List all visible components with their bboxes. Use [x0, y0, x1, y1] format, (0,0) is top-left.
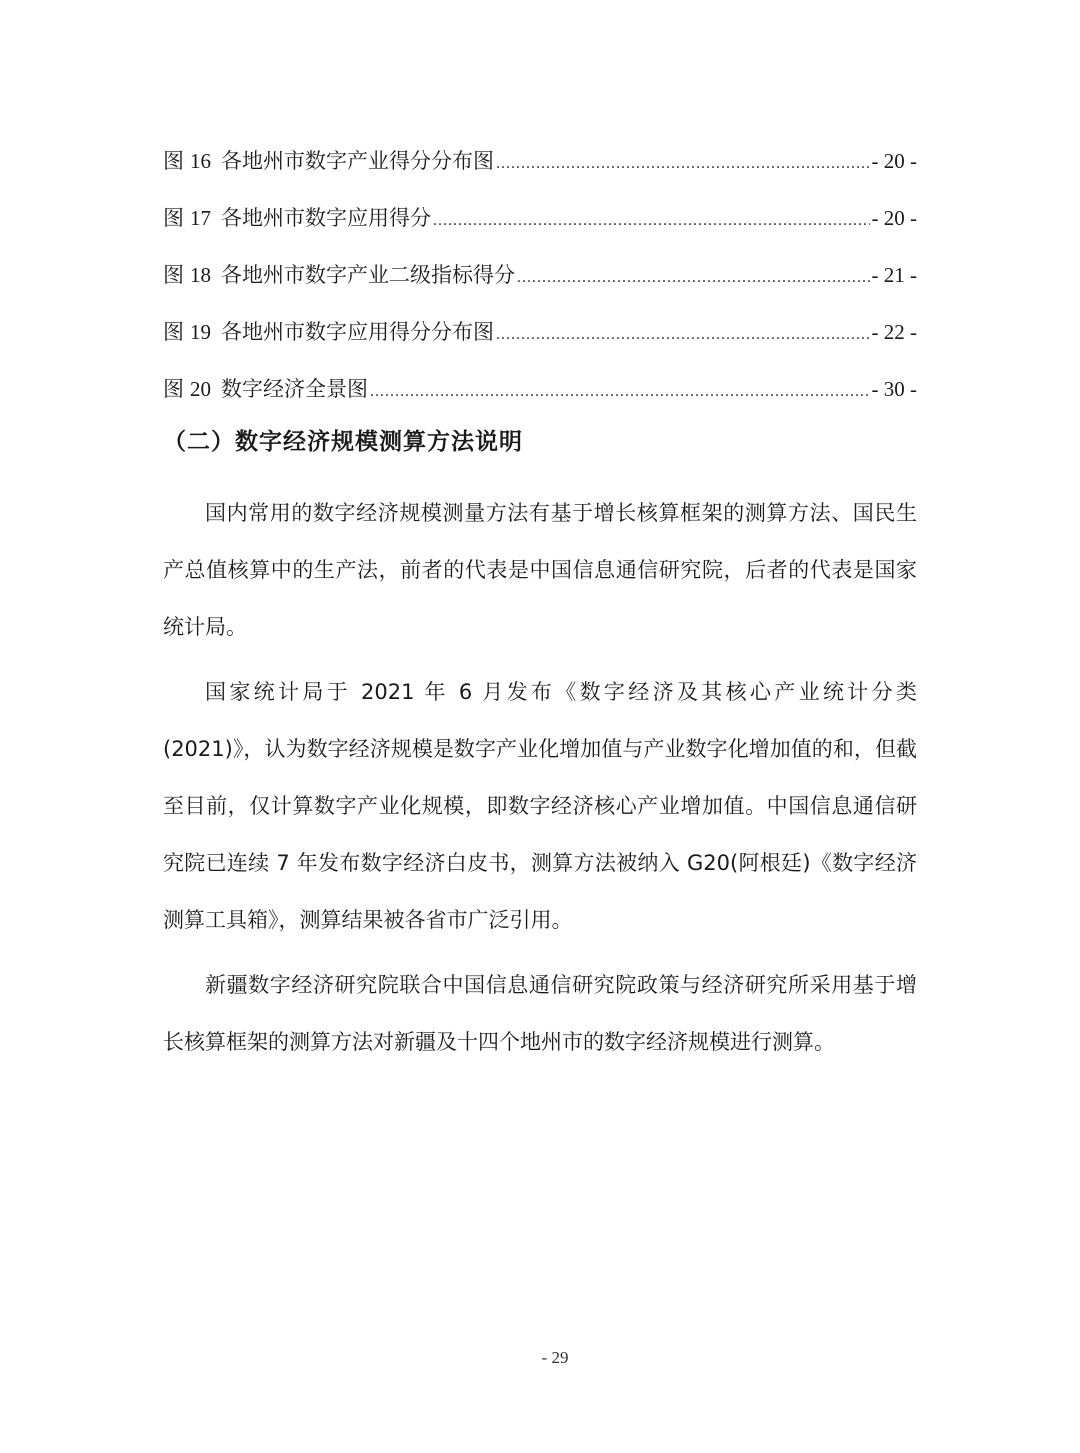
toc-entry-label: 图: [163, 206, 184, 230]
body-paragraph: 国内常用的数字经济规模测量方法有基于增长核算框架的测算方法、国民生产总值核算中的生产法，前者的代表是中国信息通信研究院，后者的代表是国家统计局。: [163, 501, 917, 639]
toc-entry-fig20[interactable]: [163, 367, 917, 424]
toc-entry-title: 各地州市数字产业二级指标得分: [221, 263, 515, 287]
toc-leader-dots: [496, 142, 870, 186]
toc-entry-fig18[interactable]: [163, 253, 917, 310]
section-heading: （二）数字经济规模测算方法说明: [163, 429, 523, 455]
toc-entry-label: 图: [163, 263, 184, 287]
toc-entry-page: - 20 -: [871, 206, 917, 230]
toc-entry-label: 图: [163, 377, 184, 401]
toc-entry-number: 16: [190, 149, 211, 173]
toc-entry-title: 各地州市数字应用得分分布图: [221, 320, 494, 344]
toc-leader-dots: [370, 370, 870, 414]
toc-entry-number: 19: [190, 320, 211, 344]
page-number: - 29: [541, 1348, 569, 1367]
toc-entry-title: 各地州市数字产业得分分布图: [221, 149, 494, 173]
figure-list: [163, 139, 917, 424]
toc-entry-page: - 30 -: [871, 377, 917, 401]
toc-entry-page: - 21 -: [871, 263, 917, 287]
body-paragraph: 新疆数字经济研究院联合中国信息通信研究院政策与经济研究所采用基于增长核算框架的测算方法对新疆及十四个地州市的数字经济规模进行测算。: [163, 973, 917, 1054]
toc-leader-dots: [433, 199, 870, 243]
toc-leader-dots: [496, 313, 870, 357]
toc-entry-page: - 22 -: [871, 320, 917, 344]
toc-entry-title: 数字经济全景图: [221, 377, 368, 401]
toc-entry-number: 18: [190, 263, 211, 287]
toc-entry-fig17[interactable]: [163, 196, 917, 253]
toc-entry-label: 图: [163, 149, 184, 173]
body-paragraph: 国家统计局于 2021 年 6 月发布《数字经济及其核心产业统计分类(2021)》，认为数字经济规模是数字产业化增加值与产业数字化增加值的和，但截至目前，仅计算数字产业化规模，即数字经济核心产业增加值。中国信息通信研究院已连续 7 年发布数字经济白皮书，测算方法被纳入 G20(阿根廷)《数字经济测算工具箱》，测算结果被各省市广泛引用。: [163, 680, 917, 932]
toc-entry-number: 20: [190, 377, 211, 401]
toc-entry-title: 各地州市数字应用得分: [221, 206, 431, 230]
toc-entry-fig19[interactable]: [163, 310, 917, 367]
toc-entry-fig16[interactable]: [163, 139, 917, 196]
toc-entry-number: 17: [190, 206, 211, 230]
toc-leader-dots: [517, 256, 870, 300]
toc-entry-label: 图: [163, 320, 184, 344]
toc-entry-page: - 20 -: [871, 149, 917, 173]
